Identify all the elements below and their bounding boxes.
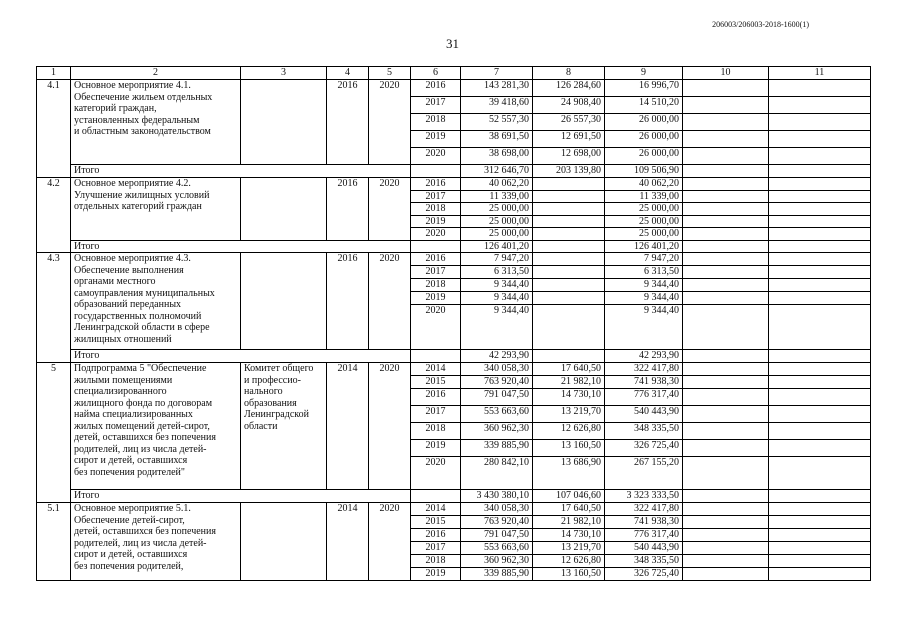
empty-cell-col10 <box>683 423 769 440</box>
year-cell: 2016 <box>411 178 461 191</box>
column-header: 1 <box>37 67 71 80</box>
empty-cell-col10 <box>683 555 769 568</box>
responsible-executor <box>241 503 327 581</box>
regional-amount-cell: 326 725,40 <box>605 568 683 581</box>
measure-description <box>71 253 241 350</box>
empty-cell-col11 <box>769 190 871 203</box>
row-number: 4.3 <box>37 253 71 363</box>
empty-cell-col10 <box>683 363 769 376</box>
year-cell: 2018 <box>411 279 461 292</box>
empty-cell-col11 <box>769 529 871 542</box>
total-amount-cell: 40 062,20 <box>461 178 533 191</box>
total-federal-cell <box>533 350 605 363</box>
empty-cell-col11 <box>769 253 871 266</box>
description-line: жилищных отношений <box>74 333 172 345</box>
empty-cell-col10 <box>683 389 769 406</box>
description-line: детей, оставшихся без попечения <box>74 432 216 443</box>
end-year: 2020 <box>369 363 411 490</box>
year-cell: 2019 <box>411 292 461 305</box>
regional-amount-cell: 14 510,20 <box>605 97 683 114</box>
regional-amount-cell: 26 000,00 <box>605 114 683 131</box>
column-header: 10 <box>683 67 769 80</box>
total-amount-cell: 9 344,40 <box>461 305 533 350</box>
empty-cell-col10 <box>683 80 769 97</box>
empty-cell-col11 <box>769 114 871 131</box>
column-header: 2 <box>71 67 241 80</box>
year-cell: 2016 <box>411 389 461 406</box>
document-id: 206003/206003-2018-1600(1) <box>712 20 809 29</box>
empty-cell-col11 <box>769 215 871 228</box>
row-number: 5.1 <box>37 503 71 581</box>
year-cell: 2016 <box>411 529 461 542</box>
empty-cell-col11 <box>769 350 871 363</box>
regional-amount-cell: 348 335,50 <box>605 555 683 568</box>
empty-cell-col10 <box>683 529 769 542</box>
total-sum-cell: 126 401,20 <box>461 240 533 253</box>
description-line: самоуправления муниципальных <box>74 287 215 299</box>
federal-amount-cell <box>533 292 605 305</box>
total-amount-cell: 39 418,60 <box>461 97 533 114</box>
empty-cell-col10 <box>683 457 769 490</box>
total-amount-cell: 280 842,10 <box>461 457 533 490</box>
federal-amount-cell <box>533 279 605 292</box>
empty-cell-col11 <box>769 279 871 292</box>
year-cell: 2020 <box>411 228 461 241</box>
year-cell: 2017 <box>411 266 461 279</box>
responsible-line: Комитет общего <box>244 363 314 374</box>
regional-amount-cell: 267 155,20 <box>605 457 683 490</box>
federal-amount-cell: 12 691,50 <box>533 131 605 148</box>
year-cell: 2014 <box>411 503 461 516</box>
regional-amount-cell: 11 339,00 <box>605 190 683 203</box>
federal-amount-cell: 14 730,10 <box>533 529 605 542</box>
year-cell: 2017 <box>411 406 461 423</box>
total-amount-cell: 52 557,30 <box>461 114 533 131</box>
empty-cell-col6 <box>411 240 461 253</box>
description-line: Улучшение жилищных условий <box>74 189 210 201</box>
total-amount-cell: 25 000,00 <box>461 203 533 216</box>
total-label: Итого <box>71 350 411 363</box>
responsible-line: области <box>244 420 278 432</box>
table-row <box>37 80 871 97</box>
empty-cell-col6 <box>411 165 461 178</box>
end-year: 2020 <box>369 80 411 165</box>
federal-amount-cell: 13 219,70 <box>533 542 605 555</box>
year-cell: 2019 <box>411 440 461 457</box>
year-cell: 2020 <box>411 457 461 490</box>
empty-cell-col10 <box>683 114 769 131</box>
description-line: жилых помещений детей-сирот, <box>74 420 210 432</box>
empty-cell-col11 <box>769 440 871 457</box>
total-sum-cell: 42 293,90 <box>461 350 533 363</box>
year-cell: 2018 <box>411 423 461 440</box>
total-amount-cell: 791 047,50 <box>461 389 533 406</box>
empty-cell-col10 <box>683 190 769 203</box>
total-amount-cell: 339 885,90 <box>461 440 533 457</box>
federal-amount-cell <box>533 228 605 241</box>
year-cell: 2018 <box>411 555 461 568</box>
total-amount-cell: 25 000,00 <box>461 215 533 228</box>
description-line: Обеспечение детей-сирот, <box>74 514 185 526</box>
description-line: специализированного <box>74 386 167 397</box>
empty-cell-col10 <box>683 568 769 581</box>
federal-amount-cell: 21 982,10 <box>533 516 605 529</box>
year-cell: 2020 <box>411 148 461 165</box>
year-cell: 2015 <box>411 516 461 529</box>
empty-cell-col10 <box>683 279 769 292</box>
empty-cell-col10 <box>683 350 769 363</box>
year-cell: 2019 <box>411 131 461 148</box>
description-line: образований переданных <box>74 299 182 310</box>
regional-amount-cell: 741 938,30 <box>605 516 683 529</box>
regional-amount-cell: 326 725,40 <box>605 440 683 457</box>
empty-cell-col10 <box>683 503 769 516</box>
empty-cell-col11 <box>769 80 871 97</box>
regional-amount-cell: 25 000,00 <box>605 215 683 228</box>
empty-cell-col10 <box>683 516 769 529</box>
description-line: Основное мероприятие 4.2. <box>74 178 191 189</box>
empty-cell-col10 <box>683 266 769 279</box>
empty-cell-col10 <box>683 165 769 178</box>
total-amount-cell: 25 000,00 <box>461 228 533 241</box>
federal-amount-cell <box>533 253 605 266</box>
empty-cell-col11 <box>769 292 871 305</box>
end-year: 2020 <box>369 253 411 350</box>
empty-cell-col10 <box>683 178 769 191</box>
regional-amount-cell: 9 344,40 <box>605 279 683 292</box>
column-header: 6 <box>411 67 461 80</box>
column-header: 3 <box>241 67 327 80</box>
column-number-row <box>37 67 871 80</box>
empty-cell-col10 <box>683 215 769 228</box>
responsible-executor <box>241 253 327 350</box>
column-header: 8 <box>533 67 605 80</box>
total-row <box>37 165 871 178</box>
total-regional-cell: 42 293,90 <box>605 350 683 363</box>
description-line: Основное мероприятие 4.1. <box>74 80 191 91</box>
table-row <box>37 253 871 266</box>
responsible-line: Ленинградской <box>244 409 309 420</box>
start-year: 2016 <box>327 80 369 165</box>
empty-cell-col11 <box>769 148 871 165</box>
column-header: 7 <box>461 67 533 80</box>
total-label: Итого <box>71 240 411 253</box>
empty-cell-col10 <box>683 305 769 350</box>
total-amount-cell: 9 344,40 <box>461 292 533 305</box>
empty-cell-col10 <box>683 292 769 305</box>
description-line: органами местного <box>74 276 156 287</box>
regional-amount-cell: 7 947,20 <box>605 253 683 266</box>
federal-amount-cell: 126 284,60 <box>533 80 605 97</box>
empty-cell-col10 <box>683 542 769 555</box>
description-line: без попечения родителей, <box>74 560 184 572</box>
year-cell: 2018 <box>411 114 461 131</box>
empty-cell-col6 <box>411 350 461 363</box>
empty-cell-col11 <box>769 555 871 568</box>
regional-amount-cell: 348 335,50 <box>605 423 683 440</box>
empty-cell-col11 <box>769 240 871 253</box>
empty-cell-col10 <box>683 240 769 253</box>
empty-cell-col11 <box>769 228 871 241</box>
regional-amount-cell: 776 317,40 <box>605 389 683 406</box>
total-amount-cell: 360 962,30 <box>461 423 533 440</box>
description-line: и областным законодательством <box>74 126 211 137</box>
page-number: 31 <box>446 36 459 51</box>
empty-cell-col10 <box>683 376 769 389</box>
description-line: Обеспечение жильем отдельных <box>74 91 213 103</box>
empty-cell-col10 <box>683 253 769 266</box>
federal-amount-cell: 13 686,90 <box>533 457 605 490</box>
column-header: 9 <box>605 67 683 80</box>
federal-amount-cell <box>533 190 605 203</box>
empty-cell-col11 <box>769 503 871 516</box>
empty-cell-col11 <box>769 423 871 440</box>
description-line: жилищного фонда по договорам <box>74 397 213 409</box>
empty-cell-col11 <box>769 376 871 389</box>
federal-amount-cell: 13 219,70 <box>533 406 605 423</box>
measure-description <box>71 80 241 165</box>
start-year: 2014 <box>327 363 369 490</box>
empty-cell-col10 <box>683 406 769 423</box>
total-amount-cell: 7 947,20 <box>461 253 533 266</box>
start-year: 2016 <box>327 253 369 350</box>
empty-cell-col11 <box>769 97 871 114</box>
empty-cell-col11 <box>769 266 871 279</box>
empty-cell-col11 <box>769 542 871 555</box>
total-regional-cell: 109 506,90 <box>605 165 683 178</box>
measure-description <box>71 178 241 241</box>
responsible-line: и профессио- <box>244 374 301 386</box>
column-header: 11 <box>769 67 871 80</box>
table-row <box>37 503 871 516</box>
regional-amount-cell: 540 443,90 <box>605 406 683 423</box>
column-header: 4 <box>327 67 369 80</box>
federal-amount-cell: 12 626,80 <box>533 423 605 440</box>
description-line: сирот и детей, оставшихся <box>74 549 188 560</box>
year-cell: 2018 <box>411 203 461 216</box>
year-cell: 2016 <box>411 253 461 266</box>
year-cell: 2017 <box>411 190 461 203</box>
responsible-line: нального <box>244 386 283 397</box>
column-header: 5 <box>369 67 411 80</box>
regional-amount-cell: 26 000,00 <box>605 131 683 148</box>
description-line: Основное мероприятие 5.1. <box>74 503 191 514</box>
table-row <box>37 178 871 191</box>
regional-amount-cell: 25 000,00 <box>605 203 683 216</box>
total-row <box>37 240 871 253</box>
start-year: 2014 <box>327 503 369 581</box>
regional-amount-cell: 16 996,70 <box>605 80 683 97</box>
federal-amount-cell: 14 730,10 <box>533 389 605 406</box>
empty-cell-col11 <box>769 203 871 216</box>
empty-cell-col11 <box>769 165 871 178</box>
regional-amount-cell: 9 344,40 <box>605 292 683 305</box>
regional-amount-cell: 322 417,80 <box>605 503 683 516</box>
description-line: Обеспечение выполнения <box>74 264 184 276</box>
total-amount-cell: 340 058,30 <box>461 363 533 376</box>
description-line: родителей, лиц из числа детей- <box>74 537 207 549</box>
total-amount-cell: 340 058,30 <box>461 503 533 516</box>
federal-amount-cell <box>533 305 605 350</box>
total-federal-cell <box>533 240 605 253</box>
row-number: 4.1 <box>37 80 71 178</box>
empty-cell-col11 <box>769 457 871 490</box>
regional-amount-cell: 6 313,50 <box>605 266 683 279</box>
total-label: Итого <box>71 490 411 503</box>
description-line: жилыми помещениями <box>74 374 173 386</box>
year-cell: 2015 <box>411 376 461 389</box>
empty-cell-col11 <box>769 516 871 529</box>
description-line: детей, оставшихся без попечения <box>74 526 216 537</box>
measure-description <box>71 363 241 490</box>
description-line: государственных полномочий <box>74 310 202 322</box>
total-amount-cell: 360 962,30 <box>461 555 533 568</box>
empty-cell-col10 <box>683 131 769 148</box>
empty-cell-col11 <box>769 305 871 350</box>
total-amount-cell: 38 691,50 <box>461 131 533 148</box>
measure-description <box>71 503 241 581</box>
empty-cell-col11 <box>769 131 871 148</box>
federal-amount-cell <box>533 178 605 191</box>
responsible-executor <box>241 80 327 165</box>
regional-amount-cell: 322 417,80 <box>605 363 683 376</box>
regional-amount-cell: 9 344,40 <box>605 305 683 350</box>
empty-cell-col6 <box>411 490 461 503</box>
start-year: 2016 <box>327 178 369 241</box>
federal-amount-cell: 13 160,50 <box>533 440 605 457</box>
empty-cell-col11 <box>769 389 871 406</box>
total-amount-cell: 553 663,60 <box>461 406 533 423</box>
federal-amount-cell: 26 557,30 <box>533 114 605 131</box>
description-line: отдельных категорий граждан <box>74 201 202 212</box>
year-cell: 2019 <box>411 215 461 228</box>
federal-amount-cell: 17 640,50 <box>533 503 605 516</box>
total-row <box>37 490 871 503</box>
responsible-executor <box>241 178 327 241</box>
end-year: 2020 <box>369 503 411 581</box>
year-cell: 2016 <box>411 80 461 97</box>
total-amount-cell: 763 920,40 <box>461 376 533 389</box>
total-label: Итого <box>71 165 411 178</box>
year-cell: 2017 <box>411 97 461 114</box>
total-amount-cell: 553 663,60 <box>461 542 533 555</box>
empty-cell-col11 <box>769 363 871 376</box>
total-amount-cell: 791 047,50 <box>461 529 533 542</box>
end-year: 2020 <box>369 178 411 241</box>
year-cell: 2019 <box>411 568 461 581</box>
federal-amount-cell: 17 640,50 <box>533 363 605 376</box>
description-line: Подпрограмма 5 "Обеспечение <box>74 363 207 374</box>
empty-cell-col10 <box>683 97 769 114</box>
row-number: 5 <box>37 363 71 503</box>
description-line: сирот и детей, оставшихся <box>74 455 188 466</box>
total-row <box>37 350 871 363</box>
empty-cell-col10 <box>683 148 769 165</box>
funding-table <box>36 66 871 581</box>
table-row <box>37 363 871 376</box>
total-regional-cell: 126 401,20 <box>605 240 683 253</box>
total-regional-cell: 3 323 333,50 <box>605 490 683 503</box>
description-line: родителей, лиц из числа детей- <box>74 443 207 455</box>
empty-cell-col11 <box>769 406 871 423</box>
federal-amount-cell <box>533 203 605 216</box>
empty-cell-col10 <box>683 440 769 457</box>
total-amount-cell: 6 313,50 <box>461 266 533 279</box>
responsible-executor <box>241 363 327 490</box>
total-amount-cell: 339 885,90 <box>461 568 533 581</box>
year-cell: 2014 <box>411 363 461 376</box>
federal-amount-cell: 12 626,80 <box>533 555 605 568</box>
total-amount-cell: 143 281,30 <box>461 80 533 97</box>
federal-amount-cell: 12 698,00 <box>533 148 605 165</box>
empty-cell-col10 <box>683 203 769 216</box>
empty-cell-col11 <box>769 178 871 191</box>
table-body <box>37 80 871 581</box>
description-line: без попечения родителей" <box>74 466 185 478</box>
federal-amount-cell <box>533 215 605 228</box>
federal-amount-cell <box>533 266 605 279</box>
description-line: Основное мероприятие 4.3. <box>74 253 191 264</box>
year-cell: 2017 <box>411 542 461 555</box>
empty-cell-col10 <box>683 490 769 503</box>
total-sum-cell: 3 430 380,10 <box>461 490 533 503</box>
empty-cell-col11 <box>769 568 871 581</box>
federal-amount-cell: 24 908,40 <box>533 97 605 114</box>
total-federal-cell: 203 139,80 <box>533 165 605 178</box>
total-amount-cell: 11 339,00 <box>461 190 533 203</box>
description-line: Ленинградской области в сфере <box>74 322 210 333</box>
regional-amount-cell: 26 000,00 <box>605 148 683 165</box>
federal-amount-cell: 13 160,50 <box>533 568 605 581</box>
description-line: установленных федеральным <box>74 114 200 126</box>
responsible-line: образования <box>244 397 297 409</box>
empty-cell-col10 <box>683 228 769 241</box>
regional-amount-cell: 741 938,30 <box>605 376 683 389</box>
regional-amount-cell: 25 000,00 <box>605 228 683 241</box>
total-amount-cell: 9 344,40 <box>461 279 533 292</box>
regional-amount-cell: 540 443,90 <box>605 542 683 555</box>
year-cell: 2020 <box>411 305 461 350</box>
description-line: найма специализированных <box>74 409 193 420</box>
total-federal-cell: 107 046,60 <box>533 490 605 503</box>
row-number: 4.2 <box>37 178 71 253</box>
empty-cell-col11 <box>769 490 871 503</box>
total-amount-cell: 38 698,00 <box>461 148 533 165</box>
description-line: категорий граждан, <box>74 103 157 114</box>
federal-amount-cell: 21 982,10 <box>533 376 605 389</box>
regional-amount-cell: 776 317,40 <box>605 529 683 542</box>
total-amount-cell: 763 920,40 <box>461 516 533 529</box>
total-sum-cell: 312 646,70 <box>461 165 533 178</box>
regional-amount-cell: 40 062,20 <box>605 178 683 191</box>
